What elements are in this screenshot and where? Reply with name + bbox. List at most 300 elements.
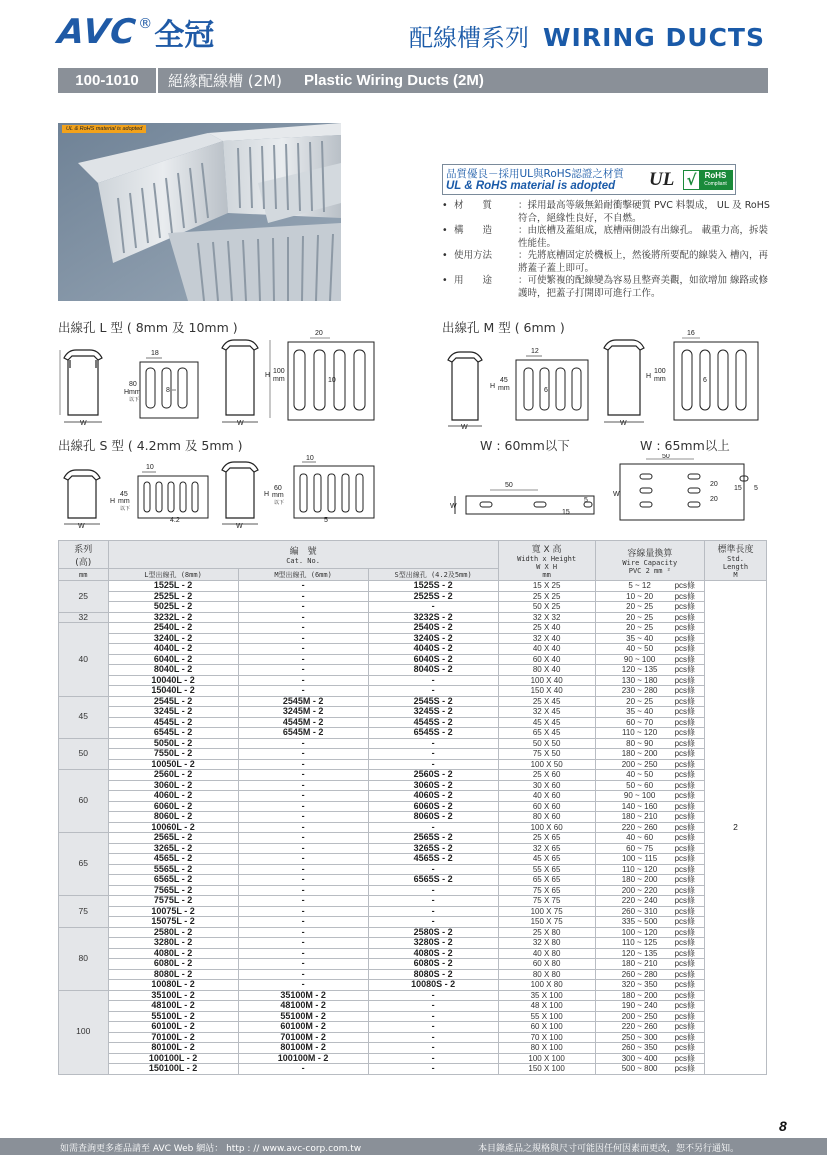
capacity-unit: pcs條 — [674, 581, 696, 590]
dim-mm-label-3: mm — [498, 385, 510, 392]
dim-below-label-2: 以下 — [120, 506, 131, 512]
dim-80-label: 80 — [129, 381, 137, 388]
table-row — [59, 612, 767, 623]
brand-logo — [55, 12, 215, 53]
dim-20-label-2: 20 — [710, 481, 718, 488]
capacity-cell — [595, 665, 704, 676]
cat-l-cell: 3232L - 2 — [108, 612, 238, 623]
capacity-range: 60 ~ 75 — [626, 843, 654, 853]
capacity-unit: pcs條 — [674, 959, 696, 968]
cat-s-cell: - — [368, 1022, 498, 1033]
cat-m-cell: 2545M - 2 — [238, 696, 368, 707]
cat-l-cell: 8040L - 2 — [108, 665, 238, 676]
table-row — [59, 1043, 767, 1054]
dim-4-2-label: 4.2 — [170, 517, 180, 524]
cat-m-cell: - — [238, 1064, 368, 1075]
cat-l-cell: 3265L - 2 — [108, 843, 238, 854]
cat-s-cell: 3060S - 2 — [368, 780, 498, 791]
table-row — [59, 917, 767, 928]
cat-s-cell: 2560S - 2 — [368, 770, 498, 781]
dim-below-label-3: 以下 — [274, 500, 285, 506]
cat-m-cell: 70100M - 2 — [238, 1032, 368, 1043]
capacity-range: 180 ~ 210 — [621, 959, 658, 968]
cat-s-cell: 6040S - 2 — [368, 654, 498, 665]
series-cell: 32 — [59, 612, 109, 623]
capacity-cell — [595, 591, 704, 602]
dim-mm-label-5: mm — [118, 498, 130, 505]
capacity-cell — [595, 906, 704, 917]
cat-s-cell: 8060S - 2 — [368, 812, 498, 823]
cat-m-cell: - — [238, 864, 368, 875]
diagram-m-type — [442, 330, 762, 430]
table-row — [59, 602, 767, 613]
size-cell: 25 X 25 — [498, 591, 595, 602]
cat-m-cell: - — [238, 969, 368, 980]
capacity-unit: pcs條 — [674, 644, 696, 653]
page-footer — [0, 1138, 827, 1155]
rohs-label — [699, 171, 732, 189]
cat-m-cell: - — [238, 791, 368, 802]
cat-l-cell: 10080L - 2 — [108, 980, 238, 991]
capacity-unit: pcs條 — [674, 906, 696, 916]
capacity-unit: pcs條 — [674, 801, 696, 811]
capacity-unit: pcs條 — [674, 707, 696, 716]
dim-50-label: 50 — [505, 482, 513, 489]
feature-item: • 材 質 ：採用最高等級無鉛耐衝擊硬質 PVC 料製成， UL 及 RoHS 符合，絕緣性良好，不自燃。 — [442, 200, 770, 224]
cat-l-cell: 6080L - 2 — [108, 959, 238, 970]
capacity-range: 35 ~ 40 — [626, 707, 654, 716]
ul-mark-icon: UL — [649, 169, 675, 190]
cat-m-cell: - — [238, 665, 368, 676]
capacity-cell — [595, 770, 704, 781]
series-cell: 50 — [59, 738, 109, 770]
cat-s-cell: 4565S - 2 — [368, 854, 498, 865]
table-row — [59, 654, 767, 665]
cat-l-cell: 10050L - 2 — [108, 759, 238, 770]
capacity-cell — [595, 1053, 704, 1064]
capacity-unit: pcs條 — [674, 591, 696, 601]
dim-15-label: 15 — [562, 509, 570, 516]
product-info — [442, 164, 770, 300]
registered-mark: ® — [138, 16, 153, 32]
capacity-cell — [595, 738, 704, 749]
dim-12-label: 12 — [531, 348, 539, 355]
table-row — [59, 822, 767, 833]
cat-s-cell: - — [368, 906, 498, 917]
cat-s-cell: 6060S - 2 — [368, 801, 498, 812]
series-cell: 25 — [59, 581, 109, 613]
table-row — [59, 1032, 767, 1043]
cat-s-cell: - — [368, 885, 498, 896]
brand-name: AVC — [55, 12, 139, 52]
cat-l-cell: 8080L - 2 — [108, 969, 238, 980]
capacity-cell — [595, 1022, 704, 1033]
capacity-range: 250 ~ 300 — [621, 1032, 658, 1042]
capacity-cell — [595, 812, 704, 823]
header-s-col: S型出線孔 (4.2及5mm) — [368, 569, 498, 581]
size-cell: 55 X 65 — [498, 864, 595, 875]
capacity-range: 140 ~ 160 — [621, 801, 658, 811]
feature-value: ：先將底槽固定於機板上，然後將所要配的線裝入 槽內，再將蓋子蓋上即可。 — [518, 250, 769, 274]
size-cell: 48 X 100 — [498, 1001, 595, 1012]
capacity-cell — [595, 602, 704, 613]
capacity-unit: pcs條 — [674, 696, 696, 706]
header-width-height: 寬 X 高 Width x Height W X H mm — [498, 541, 595, 581]
dim-mm-label-2: mm — [273, 376, 285, 383]
series-title-en: WIRING DUCTS — [542, 23, 765, 52]
cat-l-cell: 4040L - 2 — [108, 644, 238, 655]
capacity-cell — [595, 980, 704, 991]
capacity-cell — [595, 1032, 704, 1043]
cat-l-cell: 4545L - 2 — [108, 717, 238, 728]
feature-value: ：可使繁複的配線變為容易且整齊美觀，如欲增加 線路或修護時，把蓋子打開即可進行工作。 — [518, 275, 769, 299]
cat-l-cell: 2545L - 2 — [108, 696, 238, 707]
diagram-title-w65: W : 65mm以上 — [640, 438, 730, 453]
capacity-cell — [595, 612, 704, 623]
capacity-cell — [595, 581, 704, 592]
capacity-unit: pcs條 — [674, 1043, 696, 1052]
capacity-cell — [595, 801, 704, 812]
capacity-cell — [595, 759, 704, 770]
size-cell: 75 X 50 — [498, 749, 595, 760]
table-row — [59, 591, 767, 602]
capacity-range: 120 ~ 135 — [621, 948, 658, 958]
spec-table — [58, 540, 767, 1075]
capacity-cell — [595, 1064, 704, 1075]
header-std-length: 標準長度 Std. Length M — [705, 541, 767, 581]
table-row — [59, 1064, 767, 1075]
dim-h-label-2: H — [265, 372, 271, 379]
diagram-title-l: 出線孔 L 型 ( 8mm 及 10mm ) — [58, 320, 238, 335]
cat-m-cell: - — [238, 875, 368, 886]
capacity-cell — [595, 833, 704, 844]
feature-key: 材 質 — [454, 200, 493, 211]
dim-5-label-2: 5 — [584, 497, 588, 504]
cat-l-cell: 70100L - 2 — [108, 1032, 238, 1043]
capacity-unit: pcs條 — [674, 917, 696, 926]
cat-l-cell: 7575L - 2 — [108, 896, 238, 907]
diagram-m-type-drawing — [442, 330, 762, 430]
cat-m-cell: - — [238, 843, 368, 854]
capacity-unit: pcs條 — [674, 633, 696, 643]
series-cell: 45 — [59, 696, 109, 738]
header-l-col: L型出線孔 (8mm) — [108, 569, 238, 581]
size-cell: 32 X 45 — [498, 707, 595, 718]
capacity-range: 50 ~ 60 — [626, 780, 654, 790]
dim-5-label: 5 — [324, 517, 328, 524]
dim-18-label: 18 — [151, 350, 159, 357]
cat-s-cell: - — [368, 1001, 498, 1012]
diagram-title-s: 出線孔 S 型 ( 4.2mm 及 5mm ) — [58, 438, 243, 453]
size-cell: 30 X 60 — [498, 780, 595, 791]
table-row — [59, 623, 767, 634]
size-cell: 50 X 50 — [498, 738, 595, 749]
cat-m-cell: 35100M - 2 — [238, 990, 368, 1001]
cat-s-cell: 6565S - 2 — [368, 875, 498, 886]
cat-s-cell: 3280S - 2 — [368, 938, 498, 949]
capacity-unit: pcs條 — [674, 969, 696, 979]
footer-website: 如需查詢更多產品請至 AVC Web 網站： http : // www.avc-corp.com.tw — [60, 1144, 362, 1154]
table-row — [59, 749, 767, 760]
capacity-unit: pcs條 — [674, 1064, 696, 1073]
cat-s-cell: - — [368, 1053, 498, 1064]
cat-s-cell: - — [368, 864, 498, 875]
size-cell: 100 X 75 — [498, 906, 595, 917]
cat-s-cell: - — [368, 990, 498, 1001]
cat-s-cell: 2565S - 2 — [368, 833, 498, 844]
photo-tag: UL & RoHS material is adopted — [62, 125, 146, 133]
capacity-unit: pcs條 — [674, 623, 696, 632]
cat-l-cell: 2580L - 2 — [108, 927, 238, 938]
size-cell: 150 X 75 — [498, 917, 595, 928]
size-cell: 25 X 65 — [498, 833, 595, 844]
size-cell: 65 X 45 — [498, 728, 595, 739]
size-cell: 40 X 60 — [498, 791, 595, 802]
capacity-unit: pcs條 — [674, 896, 696, 905]
header-series: 系列 (高) — [59, 541, 109, 569]
capacity-range: 260 ~ 310 — [621, 906, 658, 916]
diagram-l-type — [58, 330, 378, 430]
table-row — [59, 675, 767, 686]
capacity-cell — [595, 749, 704, 760]
cat-m-cell: 48100M - 2 — [238, 1001, 368, 1012]
cat-l-cell: 48100L - 2 — [108, 1001, 238, 1012]
cat-l-cell: 2560L - 2 — [108, 770, 238, 781]
cat-m-cell: - — [238, 581, 368, 592]
dim-h-label-6: H — [264, 491, 270, 498]
cat-s-cell: 2540S - 2 — [368, 623, 498, 634]
cat-s-cell: 3245S - 2 — [368, 707, 498, 718]
capacity-range: 40 ~ 50 — [626, 644, 654, 653]
size-cell: 150 X 40 — [498, 686, 595, 697]
cat-m-cell: - — [238, 759, 368, 770]
table-row — [59, 969, 767, 980]
table-row — [59, 959, 767, 970]
capacity-cell — [595, 728, 704, 739]
table-row — [59, 927, 767, 938]
cat-m-cell: - — [238, 675, 368, 686]
cat-m-cell: - — [238, 980, 368, 991]
capacity-unit: pcs條 — [674, 812, 696, 821]
cat-l-cell: 15040L - 2 — [108, 686, 238, 697]
capacity-cell — [595, 1001, 704, 1012]
cat-l-cell: 5050L - 2 — [108, 738, 238, 749]
cat-l-cell: 6565L - 2 — [108, 875, 238, 886]
dim-100-label-2: 100 — [654, 368, 666, 375]
size-cell: 100 X 50 — [498, 759, 595, 770]
cat-l-cell: 3245L - 2 — [108, 707, 238, 718]
capacity-range: 100 ~ 115 — [621, 854, 658, 863]
size-cell: 32 X 65 — [498, 843, 595, 854]
capacity-unit: pcs條 — [674, 864, 696, 874]
cat-l-cell: 35100L - 2 — [108, 990, 238, 1001]
capacity-range: 190 ~ 240 — [621, 1001, 658, 1010]
size-cell: 60 X 80 — [498, 959, 595, 970]
table-row — [59, 1011, 767, 1022]
capacity-unit: pcs條 — [674, 1022, 696, 1031]
cat-l-cell: 4565L - 2 — [108, 854, 238, 865]
capacity-cell — [595, 675, 704, 686]
cat-m-cell: - — [238, 885, 368, 896]
table-row — [59, 665, 767, 676]
cat-m-cell: 80100M - 2 — [238, 1043, 368, 1054]
size-cell: 25 X 80 — [498, 927, 595, 938]
diagram-title-m: 出線孔 M 型 ( 6mm ) — [442, 320, 565, 335]
capacity-range: 120 ~ 135 — [621, 665, 658, 674]
cat-l-cell: 8060L - 2 — [108, 812, 238, 823]
brand-name-cn: 全冠 — [154, 18, 215, 53]
table-row — [59, 843, 767, 854]
capacity-cell — [595, 948, 704, 959]
dim-10-label-2: 10 — [146, 464, 154, 471]
cat-l-cell: 5565L - 2 — [108, 864, 238, 875]
cat-s-cell: - — [368, 602, 498, 613]
capacity-unit: pcs條 — [674, 1011, 696, 1021]
cat-l-cell: 55100L - 2 — [108, 1011, 238, 1022]
table-row — [59, 633, 767, 644]
capacity-unit: pcs條 — [674, 612, 696, 622]
product-photo — [58, 123, 341, 301]
capacity-range: 20 ~ 25 — [626, 602, 654, 611]
cat-l-cell: 150100L - 2 — [108, 1064, 238, 1075]
header-series-unit: mm — [59, 569, 109, 581]
table-row — [59, 738, 767, 749]
size-cell: 70 X 100 — [498, 1032, 595, 1043]
capacity-unit: pcs條 — [674, 1032, 696, 1042]
capacity-unit: pcs條 — [674, 927, 696, 937]
cat-s-cell: 3265S - 2 — [368, 843, 498, 854]
header-m-col: M型出線孔 (6mm) — [238, 569, 368, 581]
size-cell: 25 X 60 — [498, 770, 595, 781]
cat-l-cell: 15075L - 2 — [108, 917, 238, 928]
header-wire-capacity: 容線量換算 Wire Capacity PVC 2 mm ² — [595, 541, 704, 581]
feature-list — [442, 200, 770, 300]
size-cell: 32 X 32 — [498, 612, 595, 623]
feature-item: • 構 造 ：由底槽及蓋組成，底槽兩側設有出線孔。 載重力高，拆裝性能佳。 — [442, 225, 769, 249]
dim-h-label: H — [124, 389, 130, 396]
size-cell: 55 X 100 — [498, 1011, 595, 1022]
rohs-badge — [683, 170, 733, 190]
capacity-cell — [595, 885, 704, 896]
cat-s-cell: 1525S - 2 — [368, 581, 498, 592]
dim-w-label-7: W — [450, 503, 457, 510]
size-cell: 65 X 65 — [498, 875, 595, 886]
capacity-range: 200 ~ 250 — [621, 759, 658, 769]
cat-m-cell: - — [238, 938, 368, 949]
product-name-cn: 絕緣配線槽 (2M) — [168, 72, 282, 90]
table-row — [59, 864, 767, 875]
diagram-title-w60: W : 60mm以下 — [480, 438, 570, 453]
dim-60-label: 60 — [274, 485, 282, 492]
dim-20-label-3: 20 — [710, 496, 718, 503]
capacity-range: 80 ~ 90 — [626, 738, 654, 748]
cat-l-cell: 6040L - 2 — [108, 654, 238, 665]
table-row — [59, 812, 767, 823]
dim-w-label-3: W — [461, 424, 468, 430]
footer-disclaimer: 本目錄產品之規格與尺寸可能因任何因素而更改，恕不另行通知。 — [478, 1144, 740, 1154]
capacity-range: 180 ~ 200 — [621, 875, 658, 884]
cat-m-cell: - — [238, 948, 368, 959]
feature-item: • 使用方法 ：先將底槽固定於機板上，然後將所要配的線裝入 槽內，再將蓋子蓋上即可。 — [442, 250, 769, 274]
table-row — [59, 1053, 767, 1064]
capacity-unit: pcs條 — [674, 1001, 696, 1010]
diagram-s-type-drawing — [58, 452, 378, 532]
capacity-range: 20 ~ 25 — [626, 696, 654, 706]
dim-100-label: 100 — [273, 368, 285, 375]
capacity-range: 260 ~ 280 — [621, 969, 658, 979]
cat-m-cell: - — [238, 738, 368, 749]
capacity-unit: pcs條 — [674, 780, 696, 790]
table-row — [59, 581, 767, 592]
cat-l-cell: 6545L - 2 — [108, 728, 238, 739]
cat-m-cell: - — [238, 644, 368, 655]
cat-s-cell: - — [368, 759, 498, 770]
wiring-duct-illustration — [58, 123, 341, 301]
cat-l-cell: 5025L - 2 — [108, 602, 238, 613]
capacity-unit: pcs條 — [674, 1053, 696, 1063]
cat-s-cell: - — [368, 822, 498, 833]
cat-m-cell: 60100M - 2 — [238, 1022, 368, 1033]
diagram-cover-holes — [450, 454, 768, 526]
dim-6-label: 6 — [544, 387, 548, 394]
capacity-cell — [595, 843, 704, 854]
dim-w-label-4: W — [620, 420, 627, 427]
size-cell: 100 X 80 — [498, 980, 595, 991]
dim-w-label-5: W — [78, 523, 85, 530]
capacity-cell — [595, 780, 704, 791]
product-code: 100-1010 — [58, 68, 158, 93]
spec-table-body — [59, 581, 767, 1075]
cat-l-cell: 80100L - 2 — [108, 1043, 238, 1054]
capacity-unit: pcs條 — [674, 875, 696, 884]
cat-s-cell: - — [368, 1011, 498, 1022]
dim-45-label-2: 45 — [120, 491, 128, 498]
cat-m-cell: - — [238, 633, 368, 644]
certification-box — [442, 164, 736, 195]
rohs-sub-text: Compliant — [704, 181, 727, 187]
size-cell: 80 X 40 — [498, 665, 595, 676]
capacity-unit: pcs條 — [674, 948, 696, 958]
table-row — [59, 644, 767, 655]
size-cell: 80 X 60 — [498, 812, 595, 823]
capacity-cell — [595, 864, 704, 875]
capacity-range: 40 ~ 60 — [626, 833, 654, 842]
dim-w-label-8: W — [613, 491, 620, 498]
cat-s-cell: 4040S - 2 — [368, 644, 498, 655]
capacity-range: 5 ~ 12 — [628, 581, 651, 590]
cat-s-cell: 6080S - 2 — [368, 959, 498, 970]
capacity-unit: pcs條 — [674, 791, 696, 800]
cat-m-cell: - — [238, 591, 368, 602]
capacity-cell — [595, 990, 704, 1001]
cat-l-cell: 10060L - 2 — [108, 822, 238, 833]
cat-m-cell: - — [238, 780, 368, 791]
cat-s-cell: 3240S - 2 — [368, 633, 498, 644]
size-cell: 25 X 45 — [498, 696, 595, 707]
table-row — [59, 833, 767, 844]
dim-6-label-2: 6 — [703, 377, 707, 384]
cat-l-cell: 2565L - 2 — [108, 833, 238, 844]
table-row — [59, 801, 767, 812]
std-length-cell: 2 — [705, 581, 767, 1075]
cat-m-cell: - — [238, 927, 368, 938]
capacity-unit: pcs條 — [674, 843, 696, 853]
series-cell: 40 — [59, 623, 109, 697]
cat-s-cell: 4080S - 2 — [368, 948, 498, 959]
cat-l-cell: 10040L - 2 — [108, 675, 238, 686]
cat-m-cell: 55100M - 2 — [238, 1011, 368, 1022]
capacity-range: 110 ~ 120 — [621, 864, 658, 874]
